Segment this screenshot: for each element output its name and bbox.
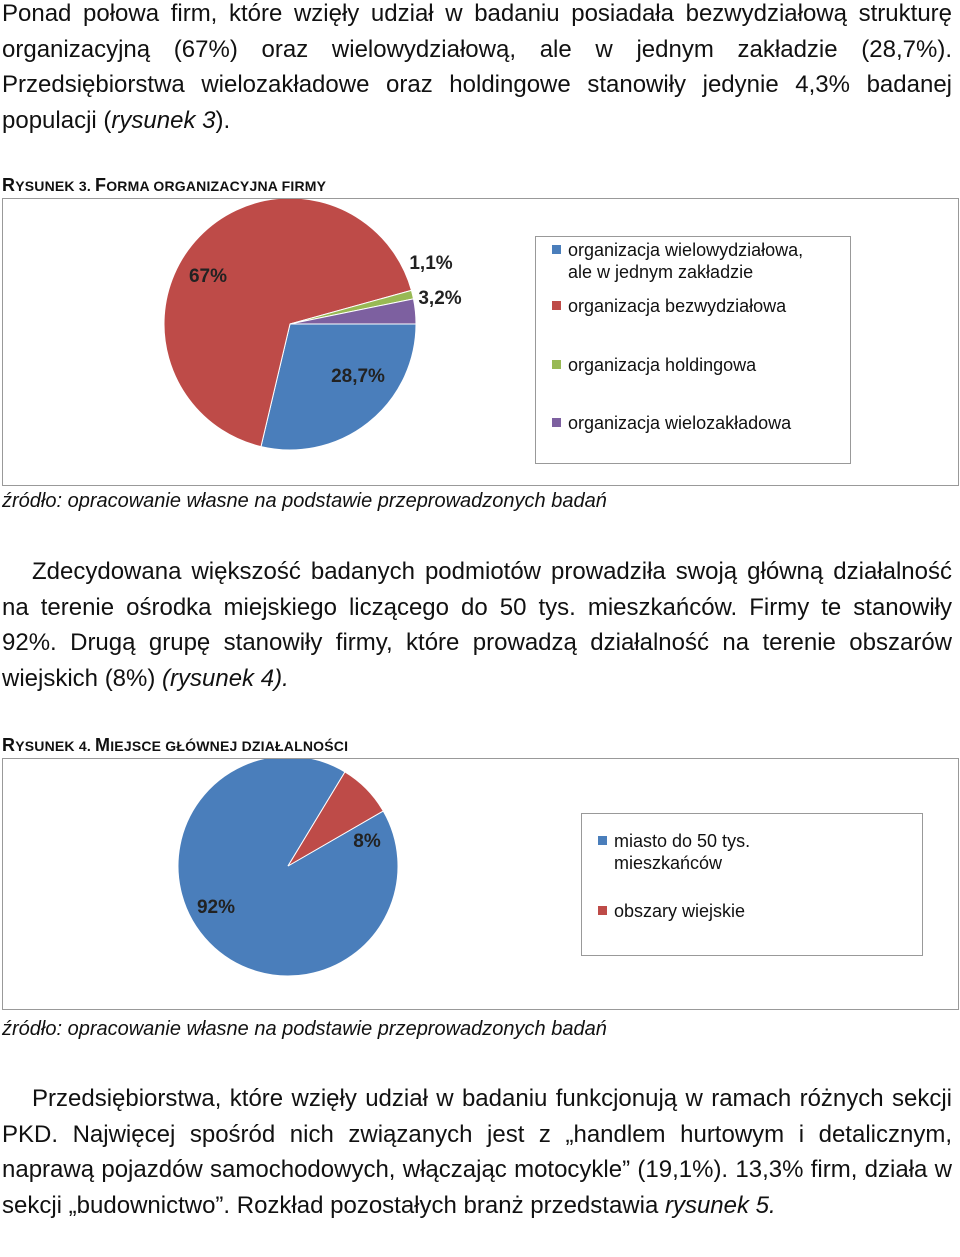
pie-data-label: 3,2% xyxy=(418,288,462,309)
legend-label: organizacja wielowydziałowa, ale w jednym zakładzie xyxy=(568,240,804,282)
legend-label: obszary wiejskie xyxy=(614,901,746,921)
figure4-caption: RYSUNEK 4. MIEJSCE GŁÓWNEJ DZIAŁALNOŚCI xyxy=(2,735,349,755)
legend-swatch xyxy=(598,836,607,845)
pie-data-label: 1,1% xyxy=(409,253,453,274)
figure4-pie xyxy=(3,759,523,1009)
legend-swatch xyxy=(552,360,561,369)
figure3-source: źródło: opracowanie własne na podstawie przeprowadzonych badań xyxy=(2,490,607,512)
figure4-chart xyxy=(2,758,959,1010)
legend-swatch xyxy=(598,906,607,915)
pkd-paragraph xyxy=(2,1081,952,1223)
figure3-caption: RYSUNEK 3. FORMA ORGANIZACYJNA FIRMY xyxy=(2,175,327,195)
figure3-pie xyxy=(3,199,523,485)
paragraph-text: Ponad połowa firm, które wzięły udział w badaniu posiadała bezwydziałową strukturę organizacyjną (67%) oraz wielowydziałową, ale w jednym zakładzie (28,7%). Przedsiębiorstwa wielozakładowe oraz holdingowe stanowiły jedynie 4,3% badanej populacji ( xyxy=(2,0,952,134)
figure4-source: źródło: opracowanie własne na podstawie przeprowadzonych badań xyxy=(2,1018,607,1040)
legend-swatch xyxy=(552,301,561,310)
legend-label: organizacja holdingowa xyxy=(568,355,757,375)
location-paragraph xyxy=(2,554,952,696)
legend-label: organizacja wielozakładowa xyxy=(568,413,792,433)
figure3-chart xyxy=(2,198,959,486)
figure4-legend xyxy=(581,813,923,956)
intro-paragraph xyxy=(2,0,952,138)
pie-data-label: 92% xyxy=(196,897,236,918)
pie-data-label: 28,7% xyxy=(331,366,385,387)
paragraph-tail: ). xyxy=(215,106,231,134)
legend-label: organizacja bezwydziałowa xyxy=(568,296,787,316)
figure-reference: (rysunek 4). xyxy=(162,664,289,692)
legend-label: miasto do 50 tys. mieszkańców xyxy=(614,831,751,873)
legend-swatch xyxy=(552,418,561,427)
pie-data-label: 8% xyxy=(353,831,381,852)
legend-swatch xyxy=(552,245,561,254)
figure-reference: rysunek 3 xyxy=(111,106,216,134)
figure3-legend xyxy=(535,236,851,464)
paragraph-text: Zdecydowana większość badanych podmiotów prowadziła swoją główną działalność na terenie ośrodka miejskiego liczącego do 50 tys. mieszkańców. Firmy te stanowiły 92%. Drugą grupę stanowiły firmy, które prowadzą działalność na terenie obszarów wiejskich (8%) xyxy=(2,558,952,692)
paragraph-text: Przedsiębiorstwa, które wzięły udział w badaniu funkcjonują w ramach różnych sekcji PKD. Najwięcej spośród nich związanych jest z „handlem hurtowym i detalicznym, naprawą pojazdów samochodowych, włączając motocykle” (19,1%). 13,3% firm, działa w sekcji „budownictwo”. Rozkład pozostałych branż przedstawia xyxy=(2,1085,952,1219)
pie-data-label: 67% xyxy=(188,266,228,287)
figure-reference: rysunek 5. xyxy=(664,1191,776,1219)
